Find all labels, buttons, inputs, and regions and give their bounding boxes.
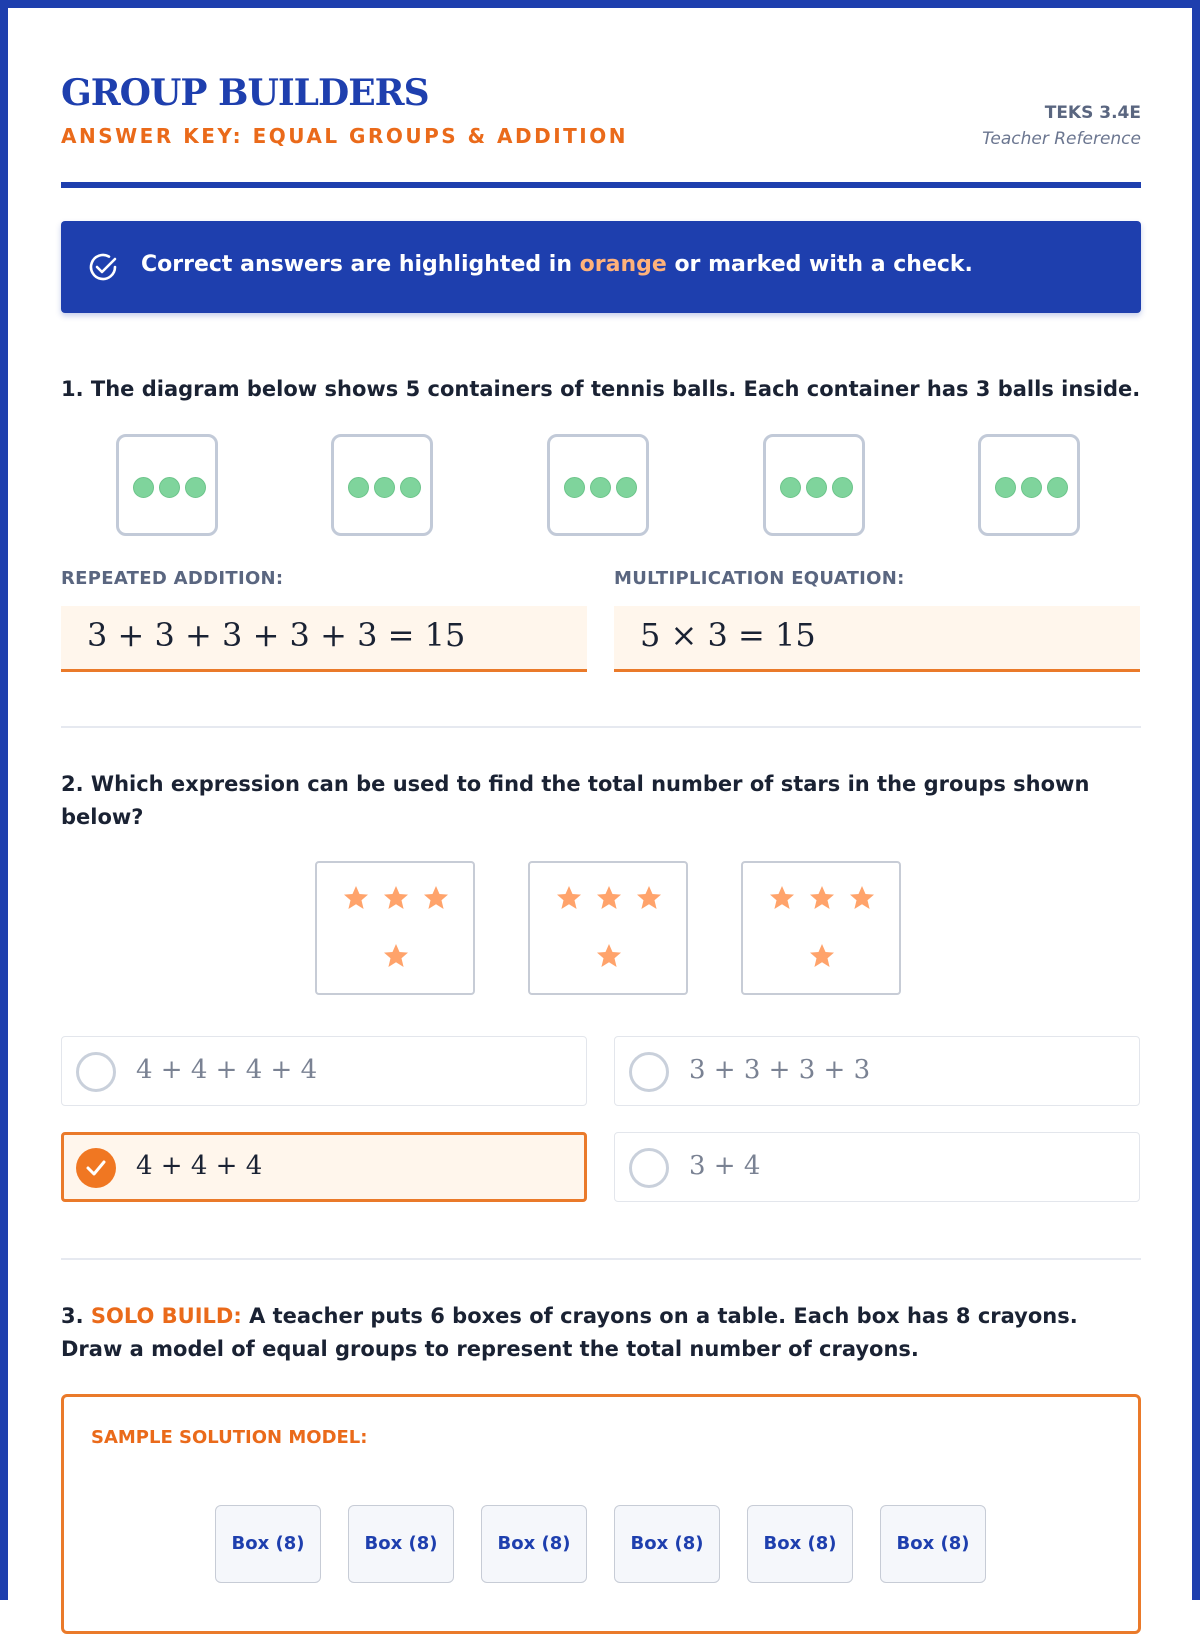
star-icon	[383, 885, 409, 911]
sample-solution-box	[61, 1394, 1141, 1634]
repeated-addition-value: 3 + 3 + 3 + 3 + 3 = 15	[87, 616, 466, 654]
radio-checked[interactable]	[76, 1148, 116, 1188]
crayon-box: Box (8)	[215, 1505, 321, 1583]
star-icon	[769, 885, 795, 911]
star-icon	[636, 885, 662, 911]
tennis-ball	[1047, 477, 1068, 498]
star-group	[741, 861, 901, 995]
crayon-box: Box (8)	[481, 1505, 587, 1583]
tennis-ball	[616, 477, 637, 498]
tennis-ball-container	[116, 434, 218, 536]
star-icon	[809, 885, 835, 911]
star-icon	[343, 885, 369, 911]
tennis-ball	[159, 477, 180, 498]
tennis-ball	[133, 477, 154, 498]
question-2-prompt: 2. Which expression can be used to find the total number of stars in the groups shown below?	[61, 772, 1090, 829]
choice-b[interactable]	[614, 1036, 1140, 1106]
star-icon	[596, 943, 622, 969]
choice-b-text: 3 + 3 + 3 + 3	[689, 1055, 871, 1085]
multiplication-equation-label: MULTIPLICATION EQUATION:	[614, 568, 905, 589]
tennis-ball-container	[331, 434, 433, 536]
banner-message	[141, 252, 973, 277]
tennis-ball	[780, 477, 801, 498]
choice-a[interactable]	[61, 1036, 587, 1106]
choice-c-correct[interactable]	[61, 1132, 587, 1202]
choice-d[interactable]	[614, 1132, 1140, 1202]
solo-build-tag: SOLO BUILD:	[90, 1304, 242, 1328]
tennis-ball	[806, 477, 827, 498]
info-banner	[61, 221, 1141, 313]
choice-d-text: 3 + 4	[689, 1151, 761, 1181]
tennis-ball-container	[763, 434, 865, 536]
choice-a-text: 4 + 4 + 4 + 4	[136, 1055, 318, 1085]
repeated-addition-label: REPEATED ADDITION:	[61, 568, 284, 589]
tennis-ball	[564, 477, 585, 498]
star-group	[315, 861, 475, 995]
multiplication-equation-answer	[614, 606, 1140, 672]
star-icon	[809, 943, 835, 969]
audience-label: Teacher Reference	[982, 129, 1141, 149]
multiplication-equation-value: 5 × 3 = 15	[640, 616, 816, 654]
repeated-addition-answer	[61, 606, 587, 672]
question-3-number: 3.	[61, 1304, 91, 1328]
crayon-box: Box (8)	[348, 1505, 454, 1583]
radio-button[interactable]	[629, 1148, 669, 1188]
banner-text-end: or marked with a check.	[666, 252, 973, 277]
check-icon	[76, 1148, 116, 1188]
tennis-ball	[374, 477, 395, 498]
tennis-ball	[185, 477, 206, 498]
star-icon	[383, 943, 409, 969]
star-icon	[423, 885, 449, 911]
crayon-box: Box (8)	[614, 1505, 720, 1583]
tennis-ball	[590, 477, 611, 498]
header-divider	[61, 182, 1141, 188]
star-icon	[556, 885, 582, 911]
page-subtitle: ANSWER KEY: EQUAL GROUPS & ADDITION	[61, 124, 628, 148]
page-header	[61, 70, 1141, 190]
radio-button[interactable]	[629, 1052, 669, 1092]
check-circle-icon	[87, 251, 119, 283]
crayon-box: Box (8)	[747, 1505, 853, 1583]
tennis-ball-container	[978, 434, 1080, 536]
star-icon	[849, 885, 875, 911]
tennis-ball	[995, 477, 1016, 498]
tennis-ball	[348, 477, 369, 498]
crayon-box: Box (8)	[880, 1505, 986, 1583]
page-title: GROUP BUILDERS	[61, 72, 429, 114]
question-1-prompt: 1. The diagram below shows 5 containers of tennis balls. Each container has 3 balls inside.	[61, 377, 1141, 401]
tennis-ball-container	[547, 434, 649, 536]
banner-text-start: Correct answers are highlighted in	[141, 252, 580, 277]
standard-info	[982, 100, 1141, 152]
tennis-ball	[832, 477, 853, 498]
section-divider	[61, 1258, 1141, 1260]
question-3-prompt	[61, 1300, 1141, 1366]
tennis-ball	[1021, 477, 1042, 498]
standard-code: TEKS 3.4E	[1044, 103, 1141, 123]
section-divider	[61, 726, 1141, 728]
banner-highlight-word: orange	[579, 252, 667, 277]
sample-solution-label: SAMPLE SOLUTION MODEL:	[91, 1427, 368, 1448]
radio-button[interactable]	[76, 1052, 116, 1092]
tennis-ball	[400, 477, 421, 498]
star-group	[528, 861, 688, 995]
choice-c-text: 4 + 4 + 4	[136, 1151, 263, 1181]
star-icon	[596, 885, 622, 911]
question-3-text: A teacher puts 6 boxes of crayons on a table. Each box has 8 crayons. Draw a model of equal groups to represent the total number of crayons.	[61, 1304, 1078, 1361]
